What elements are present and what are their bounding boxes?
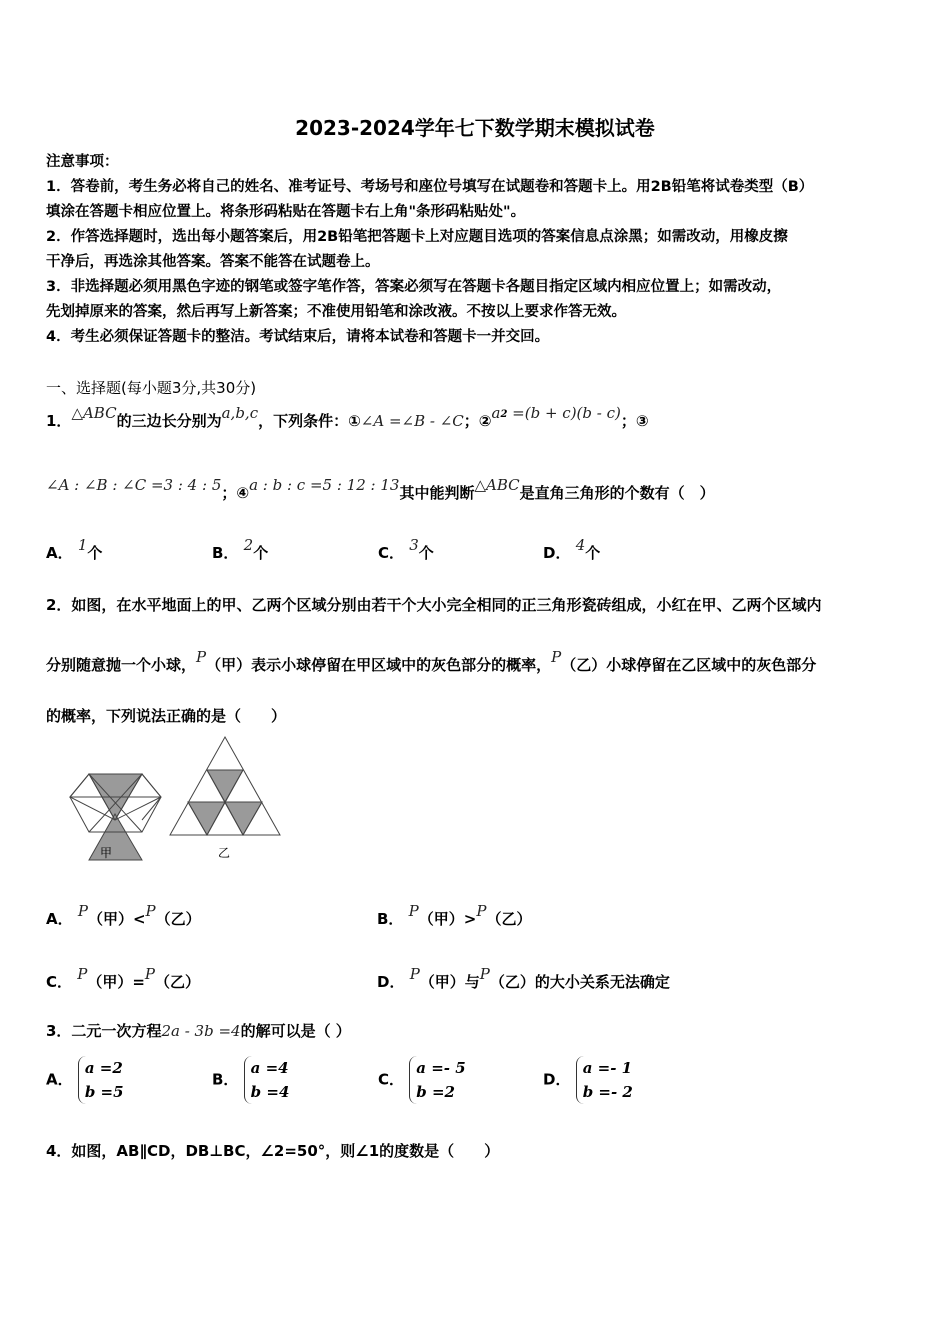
notice-line: 3．非选择题必须用黑色字迹的钢笔或签字笔作答，答案必须写在答题卡各题目指定区域内相应位置上；如需改动， [46, 279, 782, 295]
q1-option-d[interactable]: D． 4个 [543, 536, 601, 562]
question-2-line2: 分别随意抛一个小球，P（甲）表示小球停留在甲区域中的灰色部分的概率，P（乙）小球停留在乙区域中的灰色部分 [46, 648, 817, 674]
page-title: 2023-2024学年七下数学期末模拟试卷 [295, 116, 655, 140]
q1-option-a[interactable]: A． 1个 [46, 536, 103, 562]
label-yi: 乙 [218, 846, 231, 860]
section-heading: 一、选择题(每小题3分,共30分) [46, 379, 257, 397]
notice-line: 填涂在答题卡相应位置上。将条形码粘贴在答题卡右上角"条形码粘贴处"。 [46, 204, 526, 220]
notice-heading: 注意事项： [46, 154, 119, 170]
question-1-line2: ∠A : ∠B : ∠C =3 : 4 : 5；④a : b : c =5 : 12 : 13其中能判断△ABC是直角三角形的个数有（ ） [46, 476, 715, 502]
question-1-line1: 1．△ABC的三边长分别为a,b,c，下列条件：①∠A =∠B - ∠C；$②a^2 =(b + c)(b - c)$；③ [46, 404, 649, 430]
q1-option-b[interactable]: B． 2个 [212, 536, 269, 562]
q3-option-b[interactable]: B． a =4 b =4 [212, 1056, 289, 1104]
region-jia-hexagon [70, 774, 161, 860]
q2-option-b[interactable]: B． P（甲）>P（乙） [377, 902, 532, 928]
notice-line: 干净后，再选涂其他答案。答案不能答在试题卷上。 [46, 254, 380, 270]
notice-line: 2．作答选择题时，选出每小题答案后，用2B铅笔把答题卡上对应题目选项的答案信息点涂黑；如需改动，用橡皮擦 [46, 229, 788, 245]
q3-option-d[interactable]: D． a =- 1 b =- 2 [543, 1056, 633, 1104]
q2-option-a[interactable]: A． P（甲）<P（乙） [46, 902, 201, 928]
label-jia: 甲 [100, 846, 113, 860]
question-2-line3: 的概率，下列说法正确的是（ ） [46, 707, 287, 725]
q2-option-c[interactable]: C． P（甲）=P（乙） [46, 965, 201, 991]
notice-line: 4．考生必须保证答题卡的整洁。考试结束后，请将本试卷和答题卡一并交回。 [46, 329, 550, 345]
q1-option-c[interactable]: C． 3个 [378, 536, 434, 562]
q2-figure [60, 732, 290, 862]
q3-option-a[interactable]: A． a =2 b =5 [46, 1056, 124, 1104]
q2-option-d[interactable]: D． P（甲）与P（乙）的大小关系无法确定 [377, 965, 670, 991]
question-4: 4．如图，AB∥CD，DB⊥BC，∠2=50°，则∠1的度数是（ ） [46, 1142, 500, 1160]
q3-option-c[interactable]: C． a =- 5 b =2 [378, 1056, 466, 1104]
question-2-line1: 2．如图，在水平地面上的甲、乙两个区域分别由若干个大小完全相同的正三角形瓷砖组成，小红在甲、乙两个区域内 [46, 596, 822, 614]
question-3: 3．二元一次方程2a - 3b =4的解可以是（ ） [46, 1022, 351, 1040]
notice-line: 1．答卷前，考生务必将自己的姓名、准考证号、考场号和座位号填写在试题卷和答题卡上。用2B铅笔将试卷类型（B） [46, 179, 814, 195]
notice-line: 先划掉原来的答案，然后再写上新答案；不准使用铅笔和涂改液。不按以上要求作答无效。 [46, 304, 626, 320]
region-yi-triangle [170, 737, 280, 835]
